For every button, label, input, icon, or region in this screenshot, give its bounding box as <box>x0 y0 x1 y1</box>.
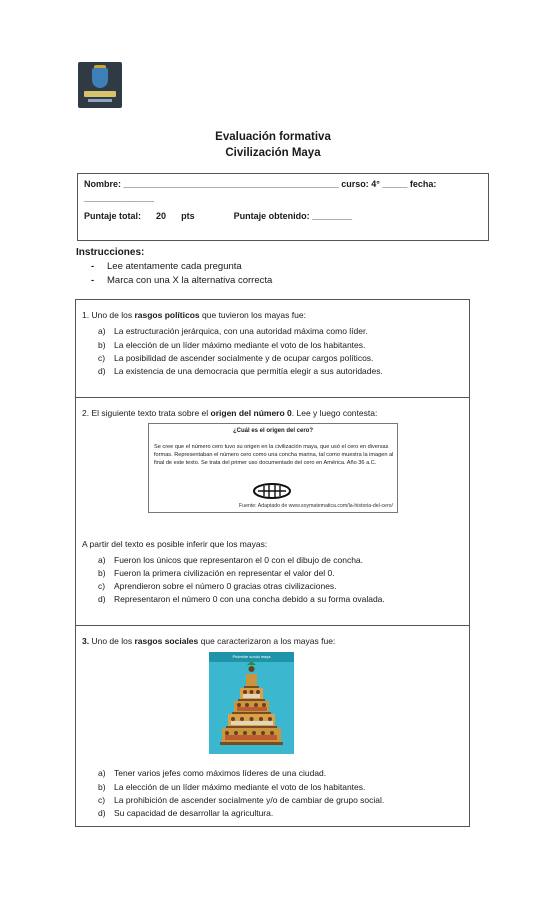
name-course-date-line[interactable]: Nombre: ___________________________________________ curso: 4° _____ fecha: <box>84 179 437 189</box>
maya-zero-shell-icon <box>252 482 292 500</box>
pyramid-illustration <box>209 662 294 754</box>
q2-alternative-d[interactable]: d) Representaron el número 0 con una concha debido a su forma ovalada. <box>98 594 385 604</box>
q3-alternative-d[interactable]: d) Su capacidad de desarrollar la agricultura. <box>98 808 274 818</box>
source-body: Se cree que el número cero tuvo su origen en la civilización maya, que usó el cero en diversas formas. Representaban el número cero como una concha marina, tal como muestra la imagen al final de este texto. Se trata del primer uso documentado del cero en América. Año 36 a.C. <box>154 444 394 467</box>
date-line-continuation[interactable]: ______________ <box>84 193 155 203</box>
total-score-value: 20 <box>156 211 167 221</box>
q2-alternative-c[interactable]: c) Aprendieron sobre el número 0 gracias otras civilizaciones. <box>98 581 337 591</box>
logo-ribbon <box>84 91 116 97</box>
maya-social-pyramid-image <box>209 652 294 754</box>
question-1-title: 1. Uno de los rasgos políticos que tuvieron los mayas fue: <box>82 310 306 320</box>
instructions-title: Instrucciones: <box>76 247 145 258</box>
school-logo <box>78 62 122 108</box>
student-info-box <box>77 173 489 241</box>
source-footer: Fuente: Adaptado de www.soymatematica.com/la-historia-del-cero/ <box>239 503 393 509</box>
obtained-score-field[interactable]: Puntaje obtenido: ________ <box>233 211 353 221</box>
question-2-title: 2. El siguiente texto trata sobre el origen del número 0. Lee y luego contesta: <box>82 408 378 418</box>
q1-alternative-b[interactable]: b) La elección de un líder máximo mediante el voto de los habitantes. <box>98 340 366 350</box>
q3-alternative-b[interactable]: b) La elección de un líder máximo mediante el voto de los habitantes. <box>98 782 366 792</box>
page-title: Evaluación formativa <box>215 131 331 143</box>
q3-alternative-c[interactable]: c) La prohibición de ascender socialmente y/o de cambiar de grupo social. <box>98 795 385 805</box>
score-line <box>84 211 352 221</box>
total-score-label: Puntaje total: <box>84 211 142 221</box>
source-title: ¿Cuál es el origen del cero? <box>232 428 314 434</box>
pyramid-image-caption: Pirámide social maya <box>209 652 294 662</box>
source-text-box <box>148 423 398 513</box>
q2-alternative-a[interactable]: a) Fueron los únicos que representaron el 0 con el dibujo de concha. <box>98 555 364 565</box>
question-3-title: 3. Uno de los rasgos sociales que caracterizaron a los mayas fue: <box>82 636 336 646</box>
question-2-prompt: A partir del texto es posible inferir que los mayas: <box>82 539 268 549</box>
instruction-item: - Marca con una X la alternativa correcta <box>91 275 273 286</box>
q2-alternative-b[interactable]: b) Fueron la primera civilización en representar el valor del 0. <box>98 568 335 578</box>
logo-base <box>88 99 112 102</box>
q1-alternative-d[interactable]: d) La existencia de una democracia que permitía elegir a sus autoridades. <box>98 366 383 376</box>
page-subtitle: Civilización Maya <box>225 147 321 159</box>
q1-alternative-a[interactable]: a) La estructuración jerárquica, con una autoridad máxima como líder. <box>98 326 368 336</box>
q3-alternative-a[interactable]: a) Tener varios jefes como máximos líderes de una ciudad. <box>98 768 327 778</box>
total-score-unit: pts <box>181 211 195 221</box>
question-1-box <box>75 299 470 398</box>
logo-shield <box>92 68 108 88</box>
instruction-item: - Lee atentamente cada pregunta <box>91 261 242 272</box>
q1-alternative-c[interactable]: c) La posibilidad de ascender socialmente y de ocupar cargos políticos. <box>98 353 374 363</box>
